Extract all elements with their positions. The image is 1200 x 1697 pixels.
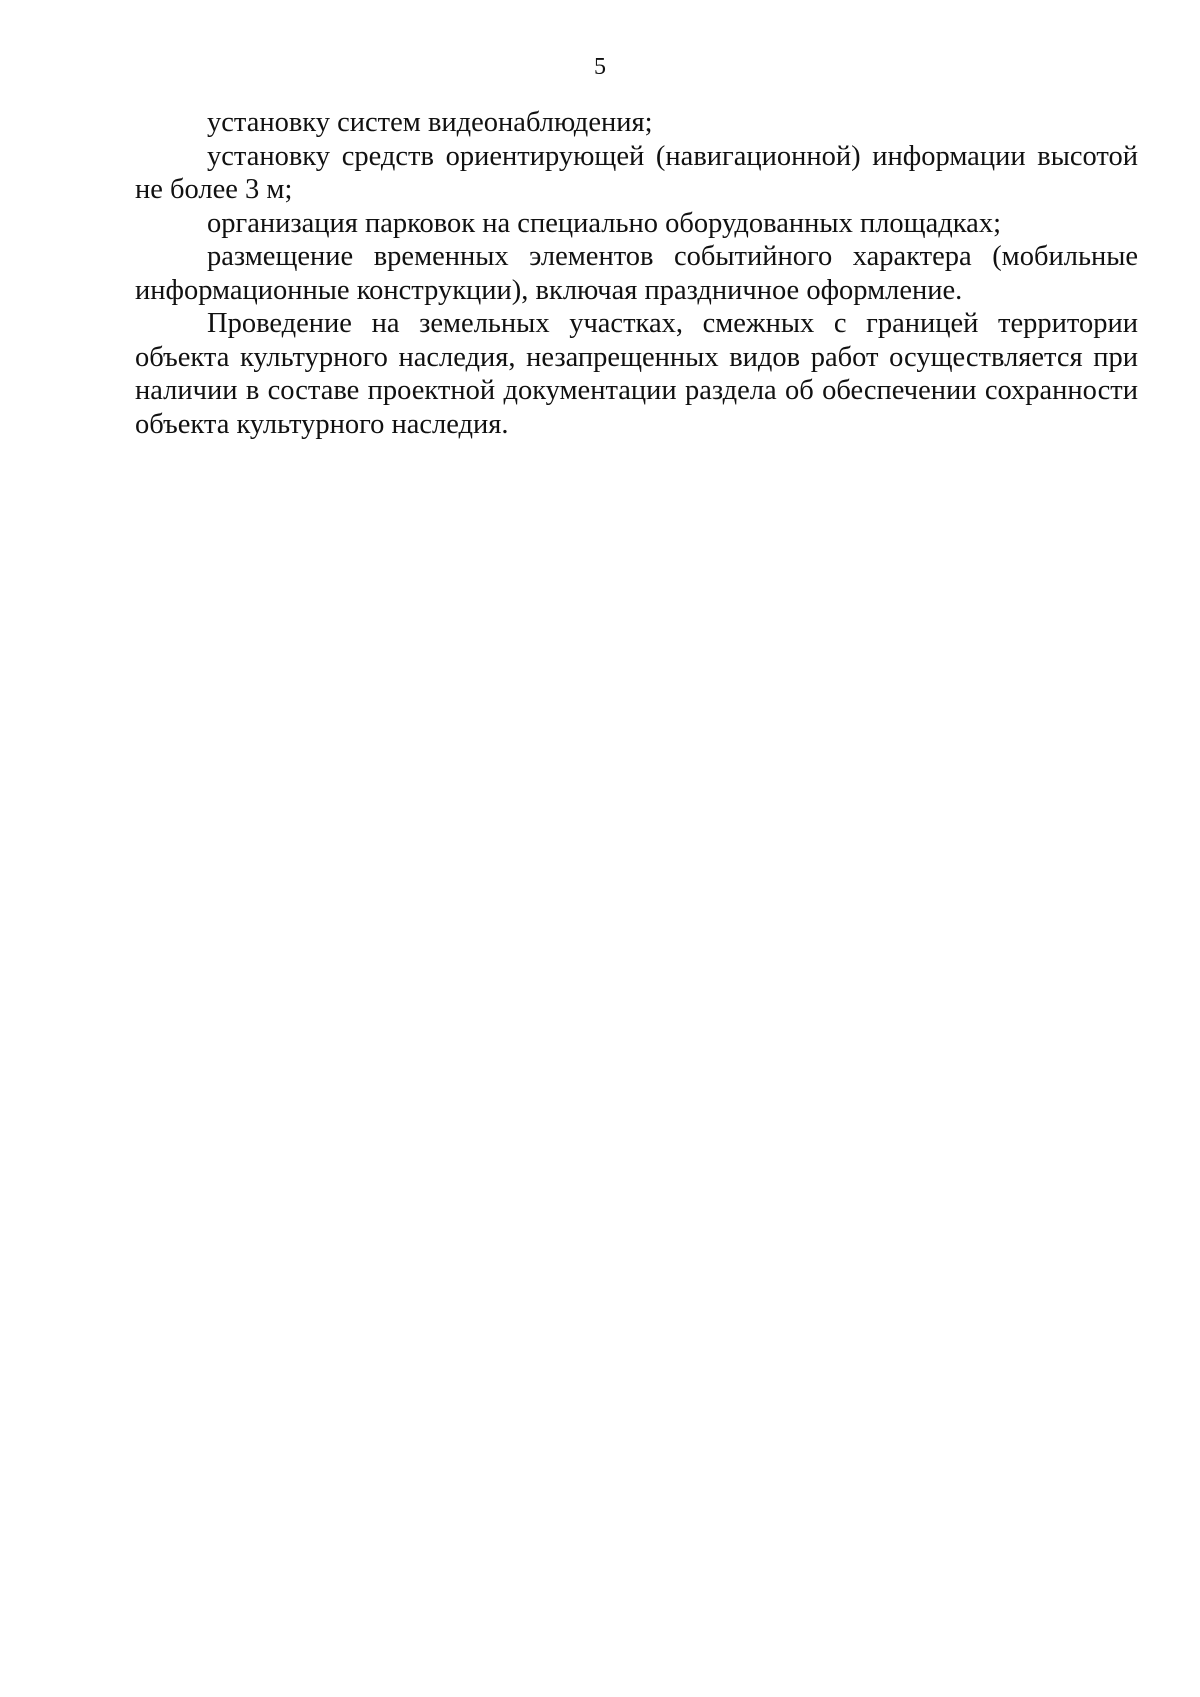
paragraph-temporary-elements: размещение временных элементов событийного характера (мобильные информационные конструкции), включая праздничное оформление. xyxy=(135,241,1138,306)
paragraph-adjacent-land-works: Проведение на земельных участках, смежных с границей территории объекта культурного наследия, незапрещенных видов работ осуществляется при наличии в составе проектной документации раздела об обеспечении сохранности объекта культурного наследия. xyxy=(135,308,1138,440)
paragraph-navigation-info: установку средств ориентирующей (навигационной) информации высотой не более 3 м; xyxy=(135,140,1138,205)
page-number: 5 xyxy=(594,54,606,80)
document-body xyxy=(135,106,1138,441)
paragraph-video-surveillance: установку систем видеонаблюдения; xyxy=(207,107,653,138)
paragraph-parking: организация парковок на специально оборудованных площадках; xyxy=(207,207,1001,239)
